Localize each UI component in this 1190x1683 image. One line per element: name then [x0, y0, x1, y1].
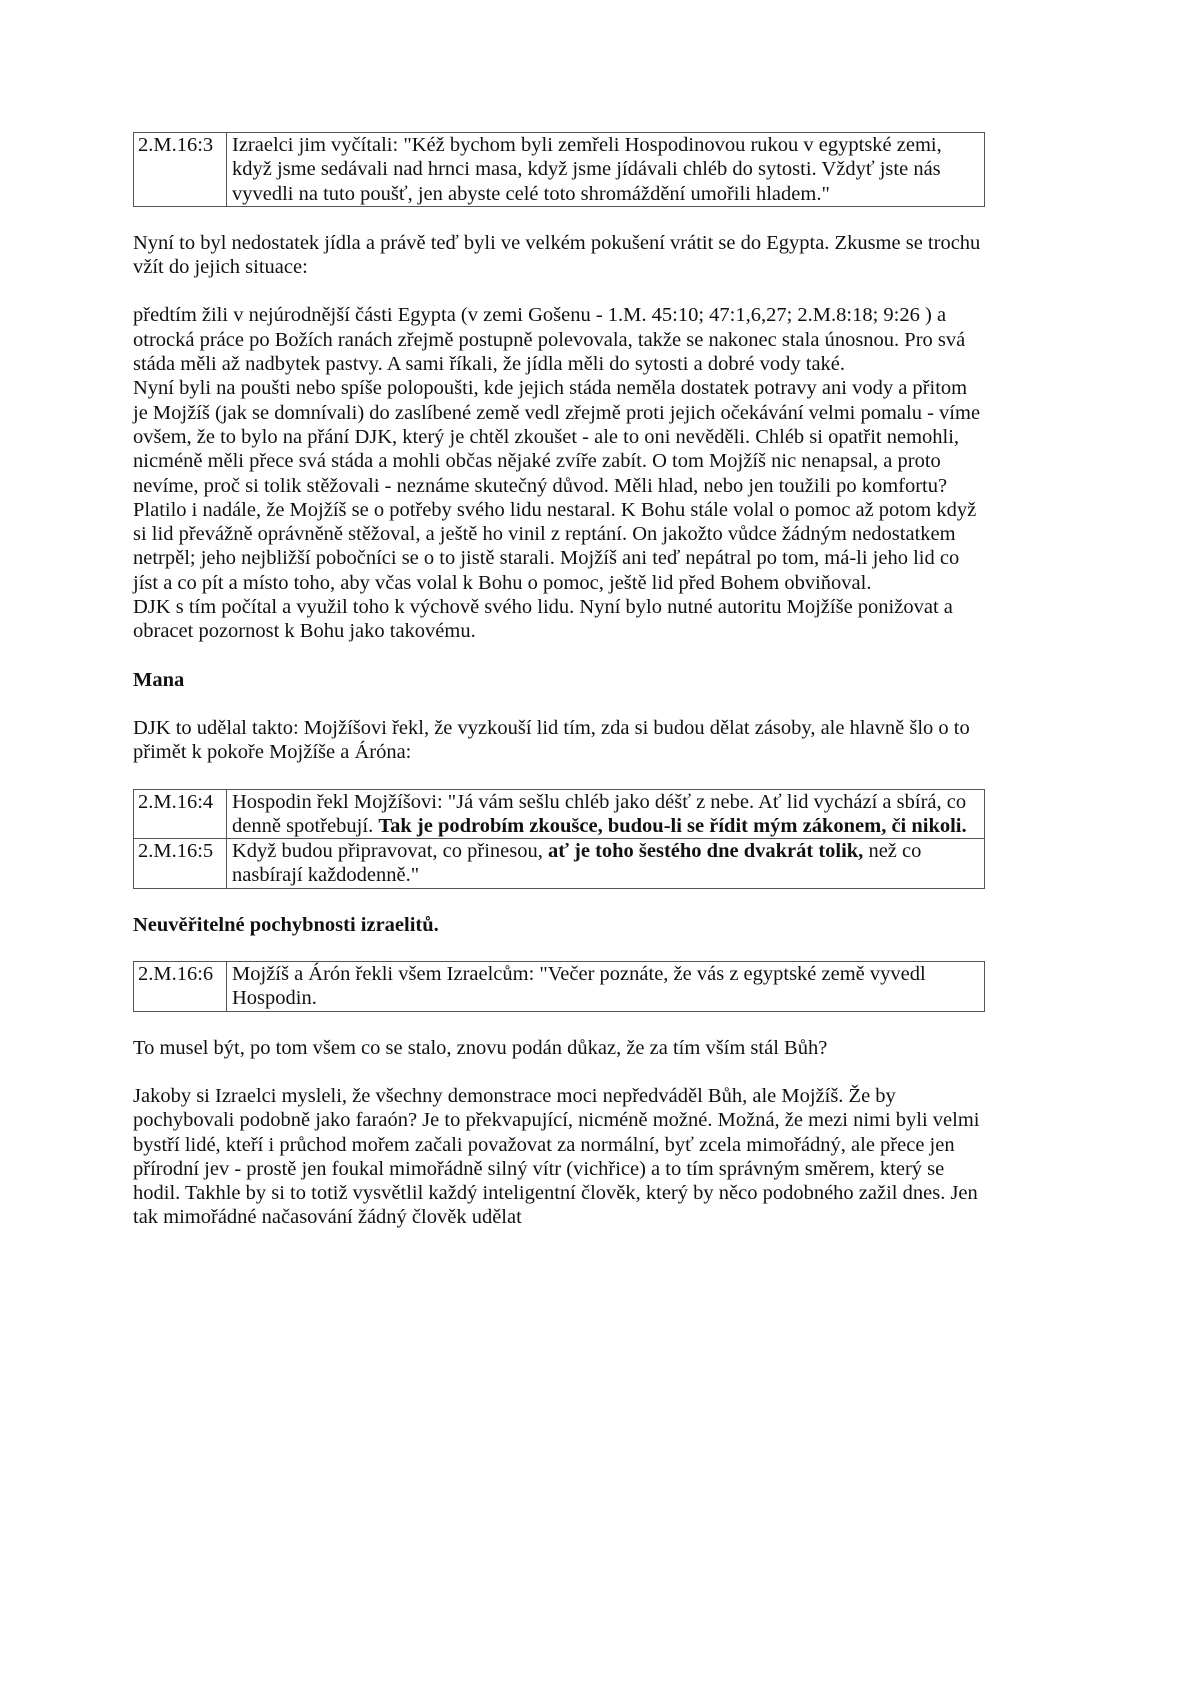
verse-text-part: Mojžíš a Árón řekli všem Izraelcům: "Večer poznáte, že vás z egyptské země vyvedl Hospodin. — [232, 963, 926, 1010]
paragraph: Nyní to byl nedostatek jídla a právě teď byli ve velkém pokušení vrátit se do Egypta. Zkusme se trochu vžít do jejich situace: — [133, 231, 981, 279]
paragraph: Platilo i nadále, že Mojžíš se o potřeby svého lidu nestaral. K Bohu stále volal o pomoc až potom když si lid převážně oprávněně stěžoval, a ještě ho vinil z reptání. On jakožto vůdce žádným nedostatkem netrpěl; jeho nejbližší pobočníci se o to jistě starali. Mojžíš ani teď nepátral po tom, má-li jeho lid co jíst a co pít a místo toho, aby včas volal k Bohu o pomoc, ještě lid před Bohem obviňoval. — [133, 498, 977, 594]
verse-text — [227, 789, 985, 839]
verse-reference: 2.M.16:3 — [134, 133, 227, 207]
verse-text-part: než co nasbírají každodenně." — [232, 840, 922, 887]
verse-text — [227, 839, 985, 889]
section-heading-mana: Mana — [133, 668, 185, 691]
verse-text-part: Když budou připravovat, co přinesou, — [232, 840, 548, 863]
paragraph: Jakoby si Izraelci mysleli, že všechny demonstrace moci nepředváděl Bůh, ale Mojžíš. Že by pochybovali podobně jako faraón? Je to překvapující, nicméně možné. Možná, že mezi nimi byli velmi bystří lidé, kteří i průchod mořem začali považovat za normální, byť zcela mimořádný, ale přece jen přírodní jev - prostě jen foukal mimořádně silný vítr (vichřice) a to tím správným směrem, který se hodil. Takhle by si to totiž vysvětlil každý inteligentní člověk, který by něco podobného zažil dnes. Jen tak mimořádné načasování žádný člověk udělat — [133, 1084, 980, 1229]
document-page — [133, 132, 985, 1230]
paragraph: To musel být, po tom všem co se stalo, znovu podán důkaz, že za tím vším stál Bůh? — [133, 1036, 828, 1059]
verse-text-part: Izraelci jim vyčítali: "Kéž bychom byli zemřeli Hospodinovou rukou v egyptské zemi, když jsme sedávali nad hrnci masa, když jsme jídávali chléb do sytosti. Vždyť jste nás vyvedli na tuto poušť, jen abyste celé toto shromáždění umořili hladem." — [232, 134, 942, 205]
paragraph: Nyní byli na poušti nebo spíše polopoušti, kde jejich stáda neměla dostatek potravy ani vody a přitom je Mojžíš (jak se domnívali) do zaslíbené země vedl zřejmě proti jejich očekávání velmi pomalu - víme ovšem, že to bylo na přání DJK, který je chtěl zkoušet - ale to oni nevěděli. Chléb si opatřit nemohli, nicméně měli přece svá stáda a mohli občas nějaké zvíře zabít. O tom Mojžíš nic nenapsal, a proto nevíme, proč si tolik stěžovali - neznáme skutečný důvod. Měli hlad, nebo jen toužili po komfortu? — [133, 377, 981, 497]
paragraph: předtím žili v nejúrodnější části Egypta (v zemi Gošenu - 1.M. 45:10; 47:1,6,27; 2.M.8:18; 9:26 ) a otrocká práce po Božích ranách zřejmě postupně polevovala, takže se nakonec stala únosnou. Pro svá stáda měli až nadbytek pastvy. A sami říkali, že jídla měli do sytosti a dobré vody také. — [133, 304, 966, 376]
verse-text — [227, 962, 985, 1012]
verse-table-3 — [133, 961, 985, 1012]
verse-reference: 2.M.16:4 — [134, 789, 227, 839]
section-heading-doubts: Neuvěřitelné pochybnosti izraelitů. — [133, 913, 439, 936]
verse-row — [134, 133, 985, 207]
verse-text-part: Hospodin řekl Mojžíšovi: "Já vám sešlu chléb jako déšť z nebe. Ať lid vychází a sbírá, co denně spotřebují. — [232, 790, 967, 837]
verse-row — [134, 789, 985, 839]
verse-row — [134, 839, 985, 889]
paragraph: DJK s tím počítal a využil toho k výchově svého lidu. Nyní bylo nutné autoritu Mojžíše ponižovat a obracet pozornost k Bohu jako takovému. — [133, 596, 953, 643]
verse-table-2 — [133, 789, 985, 889]
verse-text-emphasis: Tak je podrobím zkoušce, budou-li se řídit mým zákonem, či nikoli. — [378, 814, 967, 837]
verse-row — [134, 962, 985, 1012]
verse-text-emphasis: ať je toho šestého dne dvakrát tolik, — [547, 840, 864, 863]
verse-table-1 — [133, 132, 985, 207]
verse-text — [227, 133, 985, 207]
paragraph: DJK to udělal takto: Mojžíšovi řekl, že vyzkouší lid tím, zda si budou dělat zásoby, ale hlavně šlo o to přimět k pokoře Mojžíše a Áróna: — [133, 716, 970, 764]
verse-reference: 2.M.16:6 — [134, 962, 227, 1012]
verse-reference: 2.M.16:5 — [134, 839, 227, 889]
